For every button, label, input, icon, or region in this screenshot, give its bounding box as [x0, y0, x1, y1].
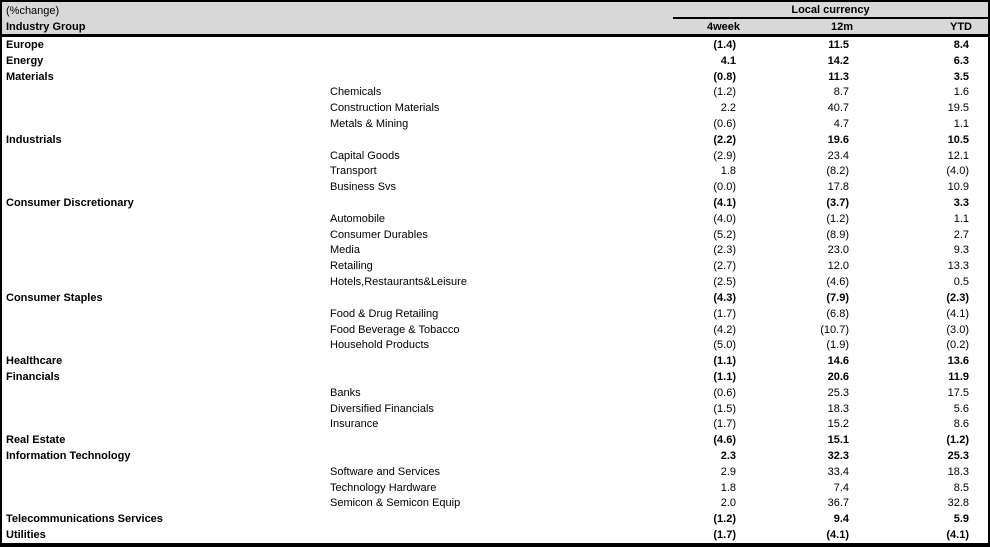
table-row — [2, 243, 988, 259]
value-12m: 18.3 — [827, 402, 849, 415]
value-4week: (1.7) — [713, 418, 736, 431]
value-ytd: 10.9 — [947, 181, 969, 194]
subgroup-label: Food & Drug Retailing — [330, 307, 439, 320]
table-row — [2, 258, 988, 274]
header-row-columns — [2, 19, 988, 34]
table-row — [2, 417, 988, 433]
subgroup-label: Chemicals — [330, 86, 382, 99]
value-4week: (2.3) — [713, 244, 736, 257]
value-12m: 17.8 — [827, 181, 849, 194]
value-ytd: 18.3 — [947, 465, 969, 478]
table-row — [2, 496, 988, 512]
value-12m: (8.2) — [826, 165, 849, 178]
table-row — [2, 448, 988, 464]
table-row — [2, 464, 988, 480]
value-12m: 23.0 — [827, 244, 849, 257]
value-4week: (1.2) — [713, 86, 736, 99]
value-4week: (2.2) — [713, 133, 736, 146]
value-ytd: 5.9 — [953, 513, 969, 526]
table-row — [2, 322, 988, 338]
value-4week: 2.3 — [720, 450, 736, 463]
group-label: Europe — [6, 38, 44, 51]
subgroup-label: Business Svs — [330, 181, 397, 194]
value-ytd: 1.1 — [953, 212, 969, 225]
value-ytd: 13.3 — [947, 260, 969, 273]
value-12m: 33.4 — [827, 465, 849, 478]
group-label: Industrials — [6, 133, 62, 146]
subgroup-label: Construction Materials — [330, 102, 440, 115]
table-row — [2, 69, 988, 85]
subgroup-label: Household Products — [330, 339, 430, 352]
value-4week: (0.6) — [713, 117, 736, 130]
table-body — [2, 37, 988, 543]
subgroup-label: Metals & Mining — [330, 117, 409, 130]
value-ytd: 11.9 — [948, 370, 969, 383]
group-label: Healthcare — [6, 355, 63, 368]
value-ytd: 25.3 — [947, 450, 969, 463]
value-12m: 11.5 — [828, 38, 849, 51]
value-12m: 36.7 — [827, 497, 849, 510]
value-4week: (1.2) — [713, 513, 736, 526]
value-4week: (4.2) — [713, 323, 736, 336]
group-label: Materials — [6, 70, 54, 83]
table-row — [2, 290, 988, 306]
value-4week: (5.0) — [713, 339, 736, 352]
value-ytd: 6.3 — [953, 54, 969, 67]
value-ytd: 32.8 — [947, 497, 969, 510]
value-12m: 14.6 — [827, 355, 849, 368]
value-4week: 2.9 — [720, 465, 736, 478]
value-4week: (5.2) — [713, 228, 736, 241]
value-4week: (4.0) — [713, 212, 736, 225]
subgroup-label: Banks — [330, 386, 361, 399]
header-row-top — [2, 2, 988, 19]
value-ytd: (0.2) — [946, 339, 969, 352]
value-12m: (1.2) — [826, 212, 849, 225]
table-row — [2, 132, 988, 148]
table-row — [2, 116, 988, 132]
value-12m: 9.4 — [833, 513, 849, 526]
value-4week: (4.6) — [713, 434, 736, 447]
table-row — [2, 337, 988, 353]
local-currency-group-header — [673, 2, 988, 19]
value-4week: (1.7) — [713, 529, 736, 542]
value-12m: 32.3 — [827, 450, 849, 463]
value-12m: 8.7 — [833, 86, 849, 99]
value-4week: (0.8) — [713, 70, 736, 83]
subgroup-label: Capital Goods — [330, 149, 400, 162]
value-ytd: (2.3) — [946, 291, 969, 304]
table-row — [2, 353, 988, 369]
value-12m: 7.4 — [833, 481, 849, 494]
group-label: Consumer Discretionary — [6, 197, 134, 210]
value-12m: 15.1 — [827, 434, 849, 447]
value-12m: 11.3 — [828, 70, 849, 83]
value-12m: (4.6) — [826, 276, 849, 289]
group-label: Financials — [6, 370, 60, 383]
value-4week: 4.1 — [720, 54, 736, 67]
value-ytd: 8.4 — [953, 38, 969, 51]
table-row — [2, 164, 988, 180]
value-4week: 1.8 — [720, 165, 736, 178]
value-ytd: 10.5 — [947, 133, 969, 146]
value-12m: 25.3 — [827, 386, 849, 399]
value-12m: (1.9) — [826, 339, 849, 352]
value-4week: (2.5) — [713, 276, 736, 289]
subgroup-label: Retailing — [330, 260, 373, 273]
table-row — [2, 480, 988, 496]
value-ytd: 1.1 — [953, 117, 969, 130]
value-12m: 40.7 — [827, 102, 849, 115]
table-header — [2, 2, 988, 37]
table-row — [2, 369, 988, 385]
local-currency-label: Local currency — [791, 3, 870, 16]
subgroup-label: Automobile — [330, 212, 386, 225]
value-12m: (8.9) — [826, 228, 849, 241]
value-4week: (1.1) — [713, 355, 736, 368]
subgroup-label: Consumer Durables — [330, 228, 428, 241]
value-4week: (1.5) — [713, 402, 736, 415]
value-4week: (1.7) — [713, 307, 736, 320]
value-ytd: 3.5 — [953, 70, 969, 83]
value-ytd: 5.6 — [953, 402, 969, 415]
table-row — [2, 195, 988, 211]
value-ytd: (4.1) — [946, 529, 969, 542]
corner-label: (%change) — [6, 4, 60, 17]
table-row — [2, 84, 988, 100]
table-row — [2, 306, 988, 322]
value-ytd: 2.7 — [953, 228, 969, 241]
subgroup-label: Software and Services — [330, 465, 441, 478]
value-4week: 2.0 — [720, 497, 736, 510]
table-row — [2, 527, 988, 543]
group-label: Consumer Staples — [6, 291, 103, 304]
value-4week: (0.0) — [713, 181, 736, 194]
table-row — [2, 385, 988, 401]
value-4week: 2.2 — [720, 102, 736, 115]
value-ytd: (1.2) — [946, 434, 969, 447]
value-4week: (2.9) — [713, 149, 736, 162]
value-ytd: (4.0) — [946, 165, 969, 178]
group-label: Utilities — [6, 529, 46, 542]
value-12m: 15.2 — [827, 418, 849, 431]
value-12m: 12.0 — [827, 260, 849, 273]
table-row — [2, 53, 988, 69]
subgroup-label: Technology Hardware — [330, 481, 437, 494]
value-4week: 1.8 — [720, 481, 736, 494]
value-12m: (10.7) — [820, 323, 849, 336]
value-ytd: (3.0) — [946, 323, 969, 336]
group-label: Information Technology — [6, 450, 131, 463]
col-header-4week: 4week — [706, 20, 740, 33]
value-4week: (0.6) — [713, 386, 736, 399]
value-ytd: 9.3 — [953, 244, 969, 257]
table-row — [2, 211, 988, 227]
table-row — [2, 401, 988, 417]
value-4week: (1.4) — [713, 38, 736, 51]
value-12m: (7.9) — [826, 291, 849, 304]
value-12m: (4.1) — [826, 529, 849, 542]
value-12m: (6.8) — [826, 307, 849, 320]
value-ytd: 13.6 — [947, 355, 969, 368]
value-ytd: 3.3 — [953, 197, 969, 210]
group-label: Energy — [6, 54, 44, 67]
value-4week: (2.7) — [713, 260, 736, 273]
table-row — [2, 37, 988, 53]
value-12m: 23.4 — [827, 149, 849, 162]
table-row — [2, 179, 988, 195]
value-12m: 20.6 — [827, 370, 849, 383]
value-12m: 19.6 — [827, 133, 849, 146]
value-12m: 14.2 — [827, 54, 849, 67]
industry-group-header: Industry Group — [6, 20, 86, 33]
value-ytd: 17.5 — [947, 386, 969, 399]
group-label: Real Estate — [6, 434, 66, 447]
value-ytd: 12.1 — [947, 149, 969, 162]
value-4week: (1.1) — [713, 370, 736, 383]
group-label: Telecommunications Services — [6, 513, 163, 526]
table-row — [2, 432, 988, 448]
table-row — [2, 148, 988, 164]
value-ytd: 8.6 — [953, 418, 969, 431]
subgroup-label: Hotels,Restaurants&Leisure — [330, 276, 467, 289]
subgroup-label: Transport — [330, 165, 377, 178]
subgroup-label: Media — [330, 244, 360, 257]
table-row — [2, 227, 988, 243]
value-ytd: 0.5 — [953, 276, 969, 289]
subgroup-label: Semicon & Semicon Equip — [330, 497, 461, 510]
subgroup-label: Insurance — [330, 418, 379, 431]
table-row — [2, 100, 988, 116]
value-ytd: 19.5 — [947, 102, 969, 115]
subgroup-label: Food Beverage & Tobacco — [330, 323, 460, 336]
value-ytd: (4.1) — [946, 307, 969, 320]
value-12m: 4.7 — [833, 117, 849, 130]
col-header-ytd: YTD — [950, 20, 972, 33]
value-ytd: 1.6 — [953, 86, 969, 99]
table-row — [2, 511, 988, 527]
value-12m: (3.7) — [826, 197, 849, 210]
value-4week: (4.1) — [713, 197, 736, 210]
value-ytd: 8.5 — [953, 481, 969, 494]
table-row — [2, 274, 988, 290]
value-4week: (4.3) — [713, 291, 736, 304]
col-header-12m: 12m — [830, 20, 853, 33]
subgroup-label: Diversified Financials — [330, 402, 434, 415]
